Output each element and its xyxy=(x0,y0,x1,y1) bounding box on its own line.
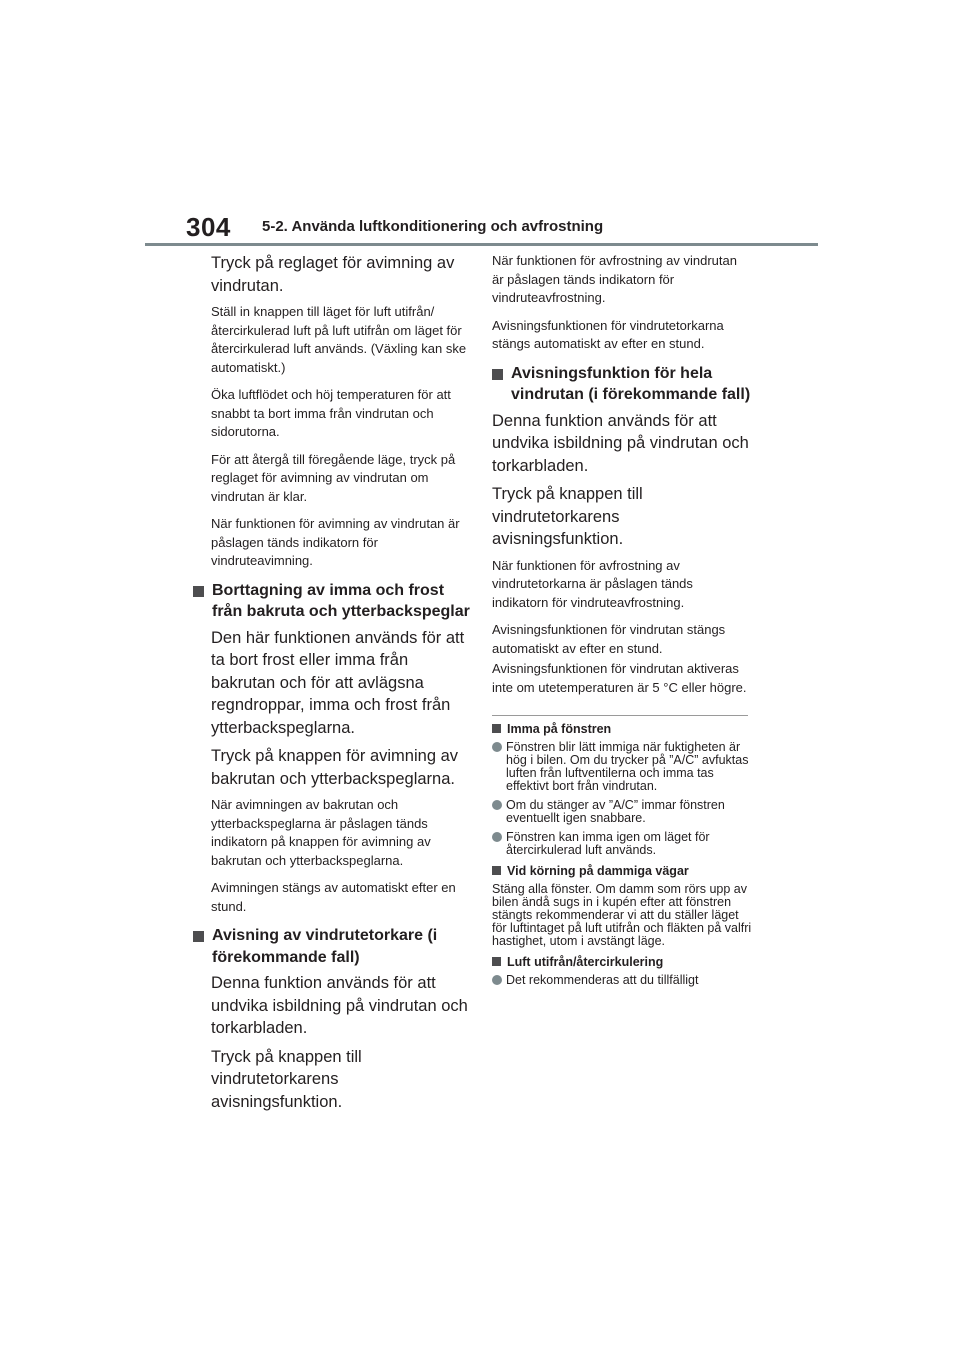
right-column xyxy=(492,252,752,993)
note-heading-text: Luft utifrån/återcirkulering xyxy=(507,955,664,969)
heading-text: Borttagning av imma och frost från bakruta och ytterbackspeglar xyxy=(212,581,470,620)
note-heading xyxy=(492,863,752,879)
paragraph: För att återgå till föregående läge, tryck på reglaget för avimning av vindrutan om vindrutan är klar. xyxy=(211,451,456,504)
paragraph: Denna funktion används för att undvika isbildning på vindrutan och torkarbladen. xyxy=(211,974,468,1037)
list-item-text: Det rekommenderas att du tillfälligt xyxy=(506,973,699,987)
subsection-heading xyxy=(193,925,473,968)
left-column xyxy=(211,252,473,1119)
paragraph: Avisningsfunktionen för vindrutetorkarna stängs automatiskt av efter en stund. xyxy=(492,317,724,351)
note-divider xyxy=(492,715,748,716)
page-number: 304 xyxy=(186,212,231,242)
circle-bullet-icon xyxy=(492,832,502,842)
list-item-text: Om du stänger av ”A/C” immar fönstren eventuellt igen snabbare. xyxy=(506,798,725,825)
paragraph: När avimningen av bakrutan och ytterbackspeglarna är påslagen tänds indikatorn på knappen för avimning av bakrutan och ytterbackspeglarna. xyxy=(211,797,431,868)
circle-bullet-icon xyxy=(492,742,502,752)
square-bullet-icon xyxy=(193,931,204,942)
circle-bullet-icon xyxy=(492,975,502,985)
square-bullet-icon xyxy=(193,586,204,597)
square-bullet-icon xyxy=(492,957,501,966)
square-bullet-icon xyxy=(492,866,501,875)
header-rule xyxy=(145,243,818,246)
section-title: 5-2. Använda luftkonditionering och avfrostning xyxy=(262,218,604,235)
note-heading xyxy=(492,954,752,970)
paragraph: Den här funktionen används för att ta bort frost eller imma från bakrutan och för att avlägsna regndroppar, imma och frost från ytterbackspeglarna. xyxy=(211,628,465,737)
paragraph: Tryck på knappen för avimning av bakrutan och ytterbackspeglarna. xyxy=(211,747,459,788)
list-item xyxy=(492,799,752,825)
paragraph: Avimningen stängs av automatiskt efter en stund. xyxy=(211,880,456,914)
note-text: Stäng alla fönster. Om damm som rörs upp av bilen ändå sugs in i kupén efter att fönstren stängts rekommenderar vi att du ställer läget för luftintaget på luft utifrån och fläkten på valfri hastighet, utom i avstängt läge. xyxy=(492,882,752,948)
list-item xyxy=(492,831,752,857)
paragraph: Denna funktion används för att undvika isbildning på vindrutan och torkarbladen. xyxy=(492,411,749,475)
list-item-text: Fönstren kan imma igen om läget för återcirkulerad luft används. xyxy=(506,830,710,857)
circle-bullet-icon xyxy=(492,800,502,810)
subsection-heading xyxy=(492,363,752,406)
paragraph: Ställ in knappen till läget för luft utifrån/återcirkulerad luft på luft utifrån om läget för återcirkulerad luft används. (Växling kan ske automatiskt.) xyxy=(211,304,467,375)
heading-text: Avisningsfunktion för hela vindrutan (i förekommande fall) xyxy=(511,364,751,403)
paragraph: När funktionen för avimning av vindrutan är påslagen tänds indikatorn för vindruteavimning. xyxy=(211,516,460,568)
list-item-text: Fönstren blir lätt immiga när fuktigheten är hög i bilen. Om du trycker på ”A/C” avfuktas luften från luftventilerna och imma tas effektivt bort från vindrutan. xyxy=(506,740,749,793)
note-heading-text: Vid körning på dammiga vägar xyxy=(507,864,689,878)
heading-text: Avisning av vindrutetorkare (i förekommande fall) xyxy=(212,927,438,966)
paragraph: När funktionen för avfrostning av vindrutan är påslagen tänds indikatorn för vindruteavfrostning. xyxy=(492,253,737,305)
subsection-heading xyxy=(193,580,473,623)
paragraph: Tryck på reglaget för avimning av vindrutan. xyxy=(211,254,455,295)
paragraph: Avisningsfunktionen för vindrutan stängs automatiskt av efter en stund. xyxy=(492,622,726,656)
square-bullet-icon xyxy=(492,369,503,380)
paragraph: Tryck på knappen till vindrutetorkarens avisningsfunktion. xyxy=(492,485,643,548)
list-item xyxy=(492,741,752,793)
paragraph: Tryck på knappen till vindrutetorkarens avisningsfunktion. xyxy=(211,1047,362,1111)
paragraph: När funktionen för avfrostning av vindrutetorkarna är påslagen tänds indikatorn för vindruteavfrostning. xyxy=(492,557,693,610)
list-item xyxy=(492,974,752,987)
paragraph: Avisningsfunktionen för vindrutan aktiveras inte om utetemperaturen är 5 °C eller högre. xyxy=(492,661,747,695)
square-bullet-icon xyxy=(492,724,501,733)
note-heading-text: Imma på fönstren xyxy=(507,722,612,736)
paragraph: Öka luftflödet och höj temperaturen för att snabbt ta bort imma från vindrutan och sidorutorna. xyxy=(211,387,451,439)
note-heading xyxy=(492,721,752,737)
